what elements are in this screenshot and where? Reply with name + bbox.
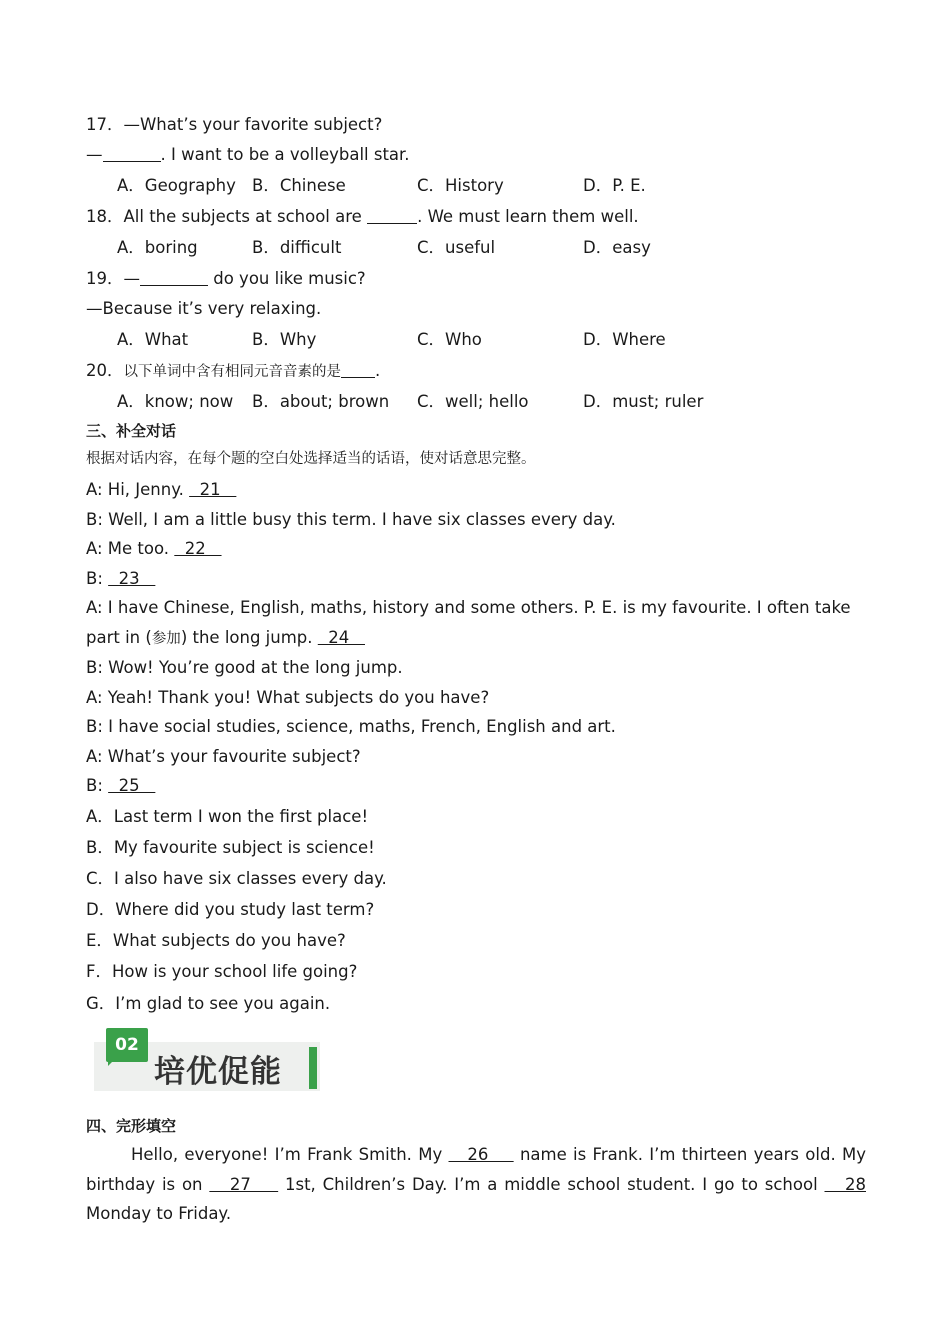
choice-item[interactable]: C．I also have six classes every day. [86, 868, 387, 888]
cloze-passage: Hello, everyone! I’m Frank Smith. My 26 name is Frank. I’m thirteen years old. My birthday is on 27 1st, Children’s Day. I’m a middle school student. I go to school 28 Monday to Friday. [86, 1145, 867, 1223]
answer-blank[interactable] [103, 145, 161, 162]
blank-23[interactable]: 23 [108, 568, 156, 588]
blank-24[interactable]: 24 [317, 628, 365, 647]
option-d[interactable]: D．Where [583, 330, 666, 349]
section-banner [94, 1028, 320, 1092]
question-18-stem: 18．All the subjects at school are . We must learn them well. [86, 207, 639, 226]
answer-blank[interactable] [367, 207, 417, 224]
dialogue-line: B: I have social studies, science, maths, French, English and art. [86, 717, 616, 736]
option-d[interactable]: D．P. E. [583, 176, 646, 195]
banner-bar [309, 1047, 317, 1089]
option-a[interactable]: A．What [117, 330, 189, 349]
question-19-stem-2: —Because it’s very relaxing. [86, 299, 322, 318]
question-20-options [86, 386, 876, 417]
option-c[interactable]: C．History [417, 176, 504, 195]
option-a[interactable]: A．know; now [117, 392, 234, 411]
option-c[interactable]: C．useful [417, 238, 496, 257]
question-19-options [86, 324, 876, 355]
banner-badge: 02 [106, 1028, 148, 1062]
blank-27[interactable]: 27 [209, 1174, 279, 1194]
question-19-stem: 19．— do you like music? [86, 269, 366, 288]
question-17-stem-2: — . I want to be a volleyball star. [86, 145, 410, 164]
dialogue-line: A: I have Chinese, English, maths, history and some others. P. E. is my favourite. I often take part in (参加) the long jump. 24 [86, 598, 851, 647]
option-a[interactable]: A．Geography [117, 176, 236, 195]
questions-section [86, 110, 876, 1019]
option-b[interactable]: B．Why [252, 330, 317, 349]
option-b[interactable]: B．difficult [252, 238, 342, 257]
dialogue-line: A: What’s your favourite subject? [86, 746, 361, 766]
question-17-options [86, 170, 876, 201]
choice-item[interactable]: D．Where did you study last term? [86, 900, 375, 920]
question-17-stem: 17．—What’s your favorite subject? [86, 115, 383, 134]
banner-title: 培优促能 [154, 1054, 282, 1090]
dialogue-line: A: Hi, Jenny. 21 [86, 480, 237, 499]
answer-blank[interactable] [140, 269, 208, 286]
choice-item[interactable]: G．I’m glad to see you again. [86, 993, 331, 1013]
option-d[interactable]: D．must; ruler [583, 392, 704, 411]
option-b[interactable]: B．Chinese [252, 176, 346, 195]
option-d[interactable]: D．easy [583, 238, 651, 257]
section-3-instruction: 根据对话内容，在每个题的空白处选择适当的话语，使对话意思完整。 [86, 451, 536, 467]
option-b[interactable]: B．about; brown [252, 392, 390, 411]
section-3-title: 三、补全对话 [86, 422, 177, 440]
blank-26[interactable]: 26 [448, 1145, 514, 1164]
option-a[interactable]: A．boring [117, 238, 198, 257]
blank-28[interactable]: 28 [824, 1174, 866, 1194]
dialogue-line: B: Wow! You’re good at the long jump. [86, 658, 403, 677]
section-4-title: 四、完形填空 [86, 1117, 177, 1135]
choice-item[interactable]: F．How is your school life going? [86, 962, 358, 982]
dialogue-line: A: Me too. 22 [86, 539, 222, 558]
question-20-stem: 20．以下单词中含有相同元音音素的是 . [86, 361, 381, 380]
speech-tail-icon [108, 1058, 116, 1066]
dialogue-line: B: 25 [86, 776, 156, 795]
blank-22[interactable]: 22 [174, 539, 222, 558]
choice-item[interactable]: E．What subjects do you have? [86, 931, 346, 951]
blank-25[interactable]: 25 [108, 776, 156, 795]
option-c[interactable]: C．Who [417, 330, 482, 349]
answer-blank[interactable] [341, 361, 375, 378]
dialogue-line: A: Yeah! Thank you! What subjects do you have? [86, 687, 490, 707]
blank-21[interactable]: 21 [189, 480, 237, 499]
section-4 [86, 1112, 866, 1229]
question-18-options [86, 232, 876, 263]
option-c[interactable]: C．well; hello [417, 392, 529, 411]
choice-item[interactable]: A．Last term I won the first place! [86, 806, 369, 826]
dialogue-line: B: 23 [86, 568, 156, 588]
dialogue-line: B: Well, I am a little busy this term. I have six classes every day. [86, 509, 616, 529]
choice-item[interactable]: B．My favourite subject is science! [86, 837, 375, 857]
